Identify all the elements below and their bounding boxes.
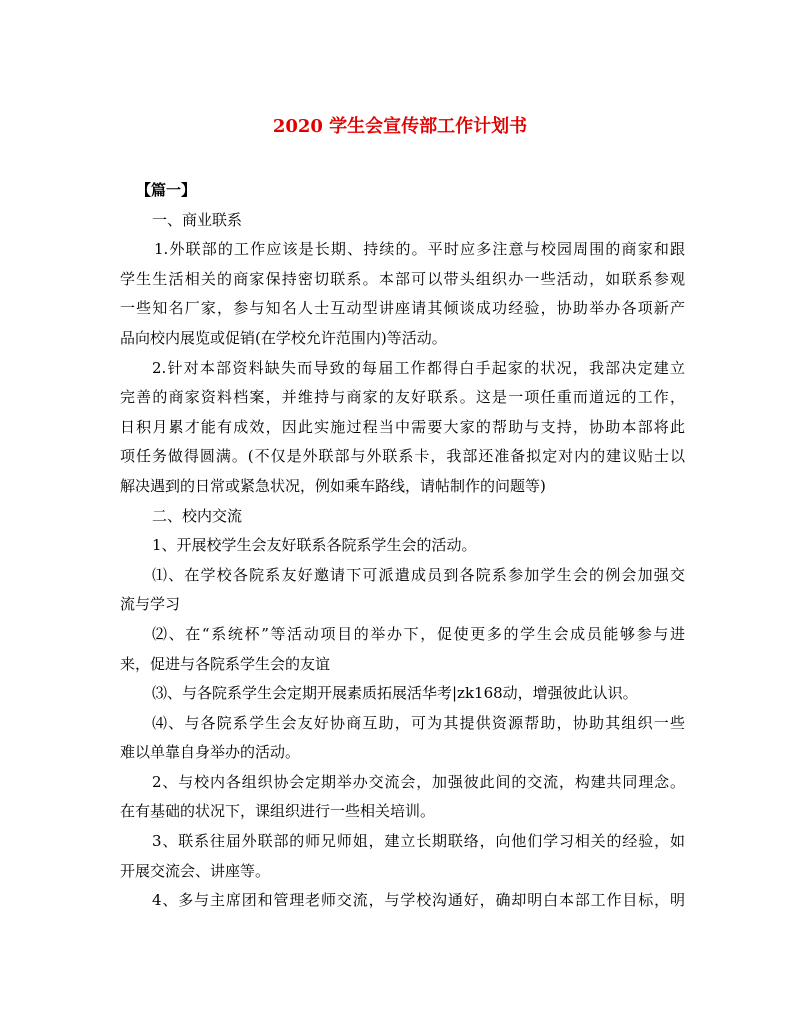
paragraph-line: 4、多与主席团和管理老师交流，与学校沟通好，确却明白本部工作目标，明 xyxy=(152,891,685,910)
paragraph-line: 品向校内展览或促销(在学校允许范围内)等活动。 xyxy=(120,328,447,347)
paragraph-line: 3、联系往届外联部的师兄师姐，建立长期联络，向他们学习相关的经验，如 xyxy=(152,832,685,851)
paragraph-line: ⑶、与各院系学生会定期开展素质拓展活华考|zk168动，增强彼此认识。 xyxy=(152,684,638,703)
document-body xyxy=(120,176,685,916)
paragraph-line: 一些知名厂家，参与知名人士互动型讲座请其倾谈成功经验，协助举办各项新产 xyxy=(120,299,685,318)
section-heading: 二、校内交流 xyxy=(152,506,243,525)
paragraph-line: 2、与校内各组织协会定期举办交流会，加强彼此间的交流，构建共同理念。 xyxy=(152,772,685,791)
paragraph-line: 难以单靠自身举办的活动。 xyxy=(120,743,301,762)
section-label: 【篇一】 xyxy=(136,181,197,199)
paragraph-line: 学生生活相关的商家保持密切联系。本部可以带头组织办一些活动，如联系参观 xyxy=(120,269,685,288)
paragraph-line: 流与学习 xyxy=(120,595,181,614)
paragraph-line: ⑷、与各院系学生会友好协商互助，可为其提供资源帮助，协助其组织一些 xyxy=(152,713,685,732)
paragraph-line: ⑴、在学校各院系友好邀请下可派遣成员到各院系参加学生会的例会加强交 xyxy=(152,565,685,584)
document-title: 2020 学生会宣传部工作计划书 xyxy=(272,116,528,137)
paragraph-line: 在有基础的状况下，课组织进行一些相关培训。 xyxy=(120,802,436,821)
paragraph-line: 1、开展校学生会友好联系各院系学生会的活动。 xyxy=(152,536,477,555)
paragraph-line: ⑵、在“系统杯”等活动项目的举办下，促使更多的学生会成员能够参与进 xyxy=(152,624,685,643)
paragraph-line: 2.针对本部资料缺失而导致的每届工作都得白手起家的状况，我部决定建立 xyxy=(152,358,685,377)
paragraph-line: 解决遇到的日常或紧急状况，例如乘车路线，请帖制作的问题等) xyxy=(120,476,546,495)
paragraph-line: 完善的商家资料档案，并维持与商家的友好联系。这是一项任重而道远的工作， xyxy=(120,388,685,407)
paragraph-line: 开展交流会、讲座等。 xyxy=(120,861,271,880)
paragraph-line: 1.外联部的工作应该是长期、持续的。平时应多注意与校园周围的商家和跟 xyxy=(154,240,685,259)
paragraph-line: 日积月累才能有成效，因此实施过程当中需要大家的帮助与支持，协助本部将此 xyxy=(120,417,685,436)
paragraph-line: 项任务做得圆满。(不仅是外联部与外联系卡，我部还准备拟定对内的建议贴士以 xyxy=(120,447,685,466)
section-heading: 一、商业联系 xyxy=(152,210,243,229)
paragraph-line: 来，促进与各院系学生会的友谊 xyxy=(120,654,331,673)
